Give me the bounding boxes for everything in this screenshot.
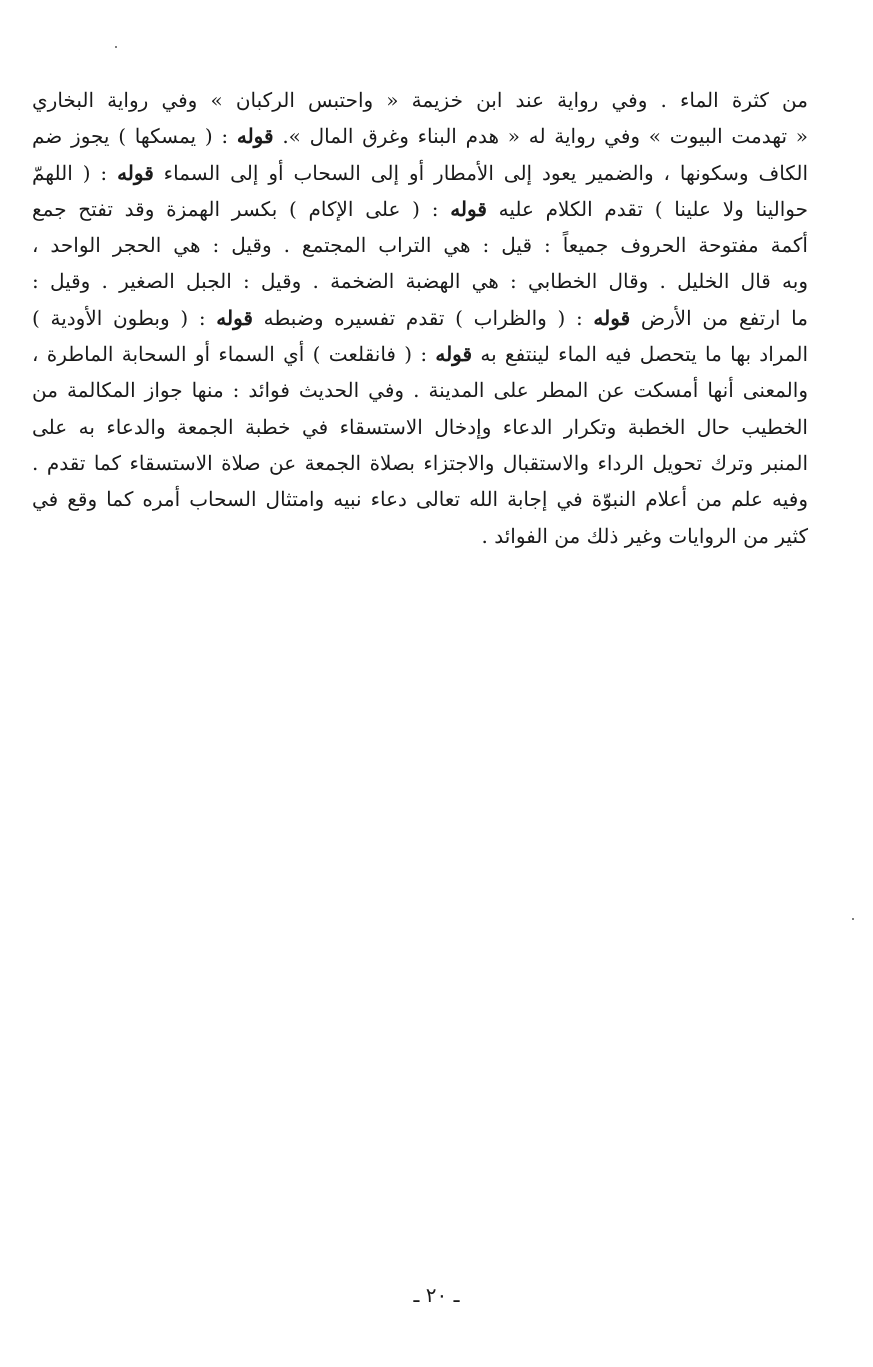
text-run: : ( يمسكها ) يجوز ضم bbox=[32, 124, 237, 149]
page-number: ـ ٢٠ ـ bbox=[413, 1283, 460, 1307]
text-run: وفيه علم من أعلام النبوّة في إجابة الله تعالى دعاء نبيه وامتثال السحاب أمره كما وقع في bbox=[32, 487, 808, 512]
text-run: : ( اللهمّ bbox=[32, 160, 118, 185]
text-line bbox=[32, 118, 808, 154]
text-run: : ( على الإكام ) بكسر الهمزة وقد تفتح جمع bbox=[32, 196, 451, 221]
text-line bbox=[32, 263, 808, 299]
keyword-label: قوله bbox=[216, 305, 253, 330]
text-line bbox=[32, 445, 808, 481]
text-run: « تهدمت البيوت » وفي رواية له « هدم البناء وغرق المال ». bbox=[273, 124, 808, 149]
keyword-label: قوله bbox=[117, 160, 154, 185]
scan-speck bbox=[115, 46, 117, 48]
text-run: وبه قال الخليل . وقال الخطابي : هي الهضبة الضخمة . وقيل : الجبل الصغير . وقيل : bbox=[32, 269, 808, 294]
text-line bbox=[32, 155, 808, 191]
text-run: : ( فانقلعت ) أي السماء أو السحابة الماطرة ، bbox=[32, 342, 436, 367]
text-run: الخطيب حال الخطبة وتكرار الدعاء وإدخال الاستسقاء في خطبة الجمعة والدعاء به على bbox=[32, 414, 808, 439]
text-run: حوالينا ولا علينا ) تقدم الكلام عليه bbox=[486, 196, 808, 221]
text-run: كثير من الروايات وغير ذلك من الفوائد . bbox=[481, 523, 808, 548]
keyword-label: قوله bbox=[236, 124, 274, 149]
text-line bbox=[32, 191, 808, 227]
text-line bbox=[32, 336, 808, 372]
text-line bbox=[32, 300, 808, 336]
body-text bbox=[32, 82, 808, 554]
text-run: الكاف وسكونها ، والضمير يعود إلى الأمطار أو إلى السحاب أو إلى السماء bbox=[153, 160, 808, 185]
keyword-label: قوله bbox=[593, 305, 631, 330]
keyword-label: قوله bbox=[435, 342, 473, 367]
text-run: : ( وبطون الأودية ) bbox=[32, 305, 217, 330]
text-run: المنبر وترك تحويل الرداء والاستقبال والاجتزاء بصلاة الجمعة عن صلاة الاستسقاء كما تقدم . bbox=[32, 450, 809, 475]
text-line bbox=[32, 227, 808, 263]
text-run: : ( والظراب ) تقدم تفسيره وضبطه bbox=[252, 305, 594, 330]
text-run: المراد بها ما يتحصل فيه الماء لينتفع به bbox=[472, 342, 808, 367]
text-line bbox=[32, 82, 808, 118]
text-run: من كثرة الماء . وفي رواية عند ابن خزيمة « واحتبس الركبان » وفي رواية البخاري bbox=[32, 88, 808, 112]
text-line bbox=[32, 372, 808, 408]
text-run: والمعنى أنها أمسكت عن المطر على المدينة . وفي الحديث فوائد : منها جواز المكالمة من bbox=[32, 378, 808, 403]
keyword-label: قوله bbox=[450, 196, 487, 221]
text-line bbox=[32, 409, 808, 445]
text-line bbox=[32, 518, 808, 554]
text-run: أكمة مفتوحة الحروف جميعاً : قيل : هي التراب المجتمع . وقيل : هي الحجر الواحد ، bbox=[32, 233, 808, 258]
scan-speck bbox=[852, 918, 854, 920]
text-line bbox=[32, 481, 808, 517]
text-run: ما ارتفع من الأرض bbox=[630, 305, 808, 330]
